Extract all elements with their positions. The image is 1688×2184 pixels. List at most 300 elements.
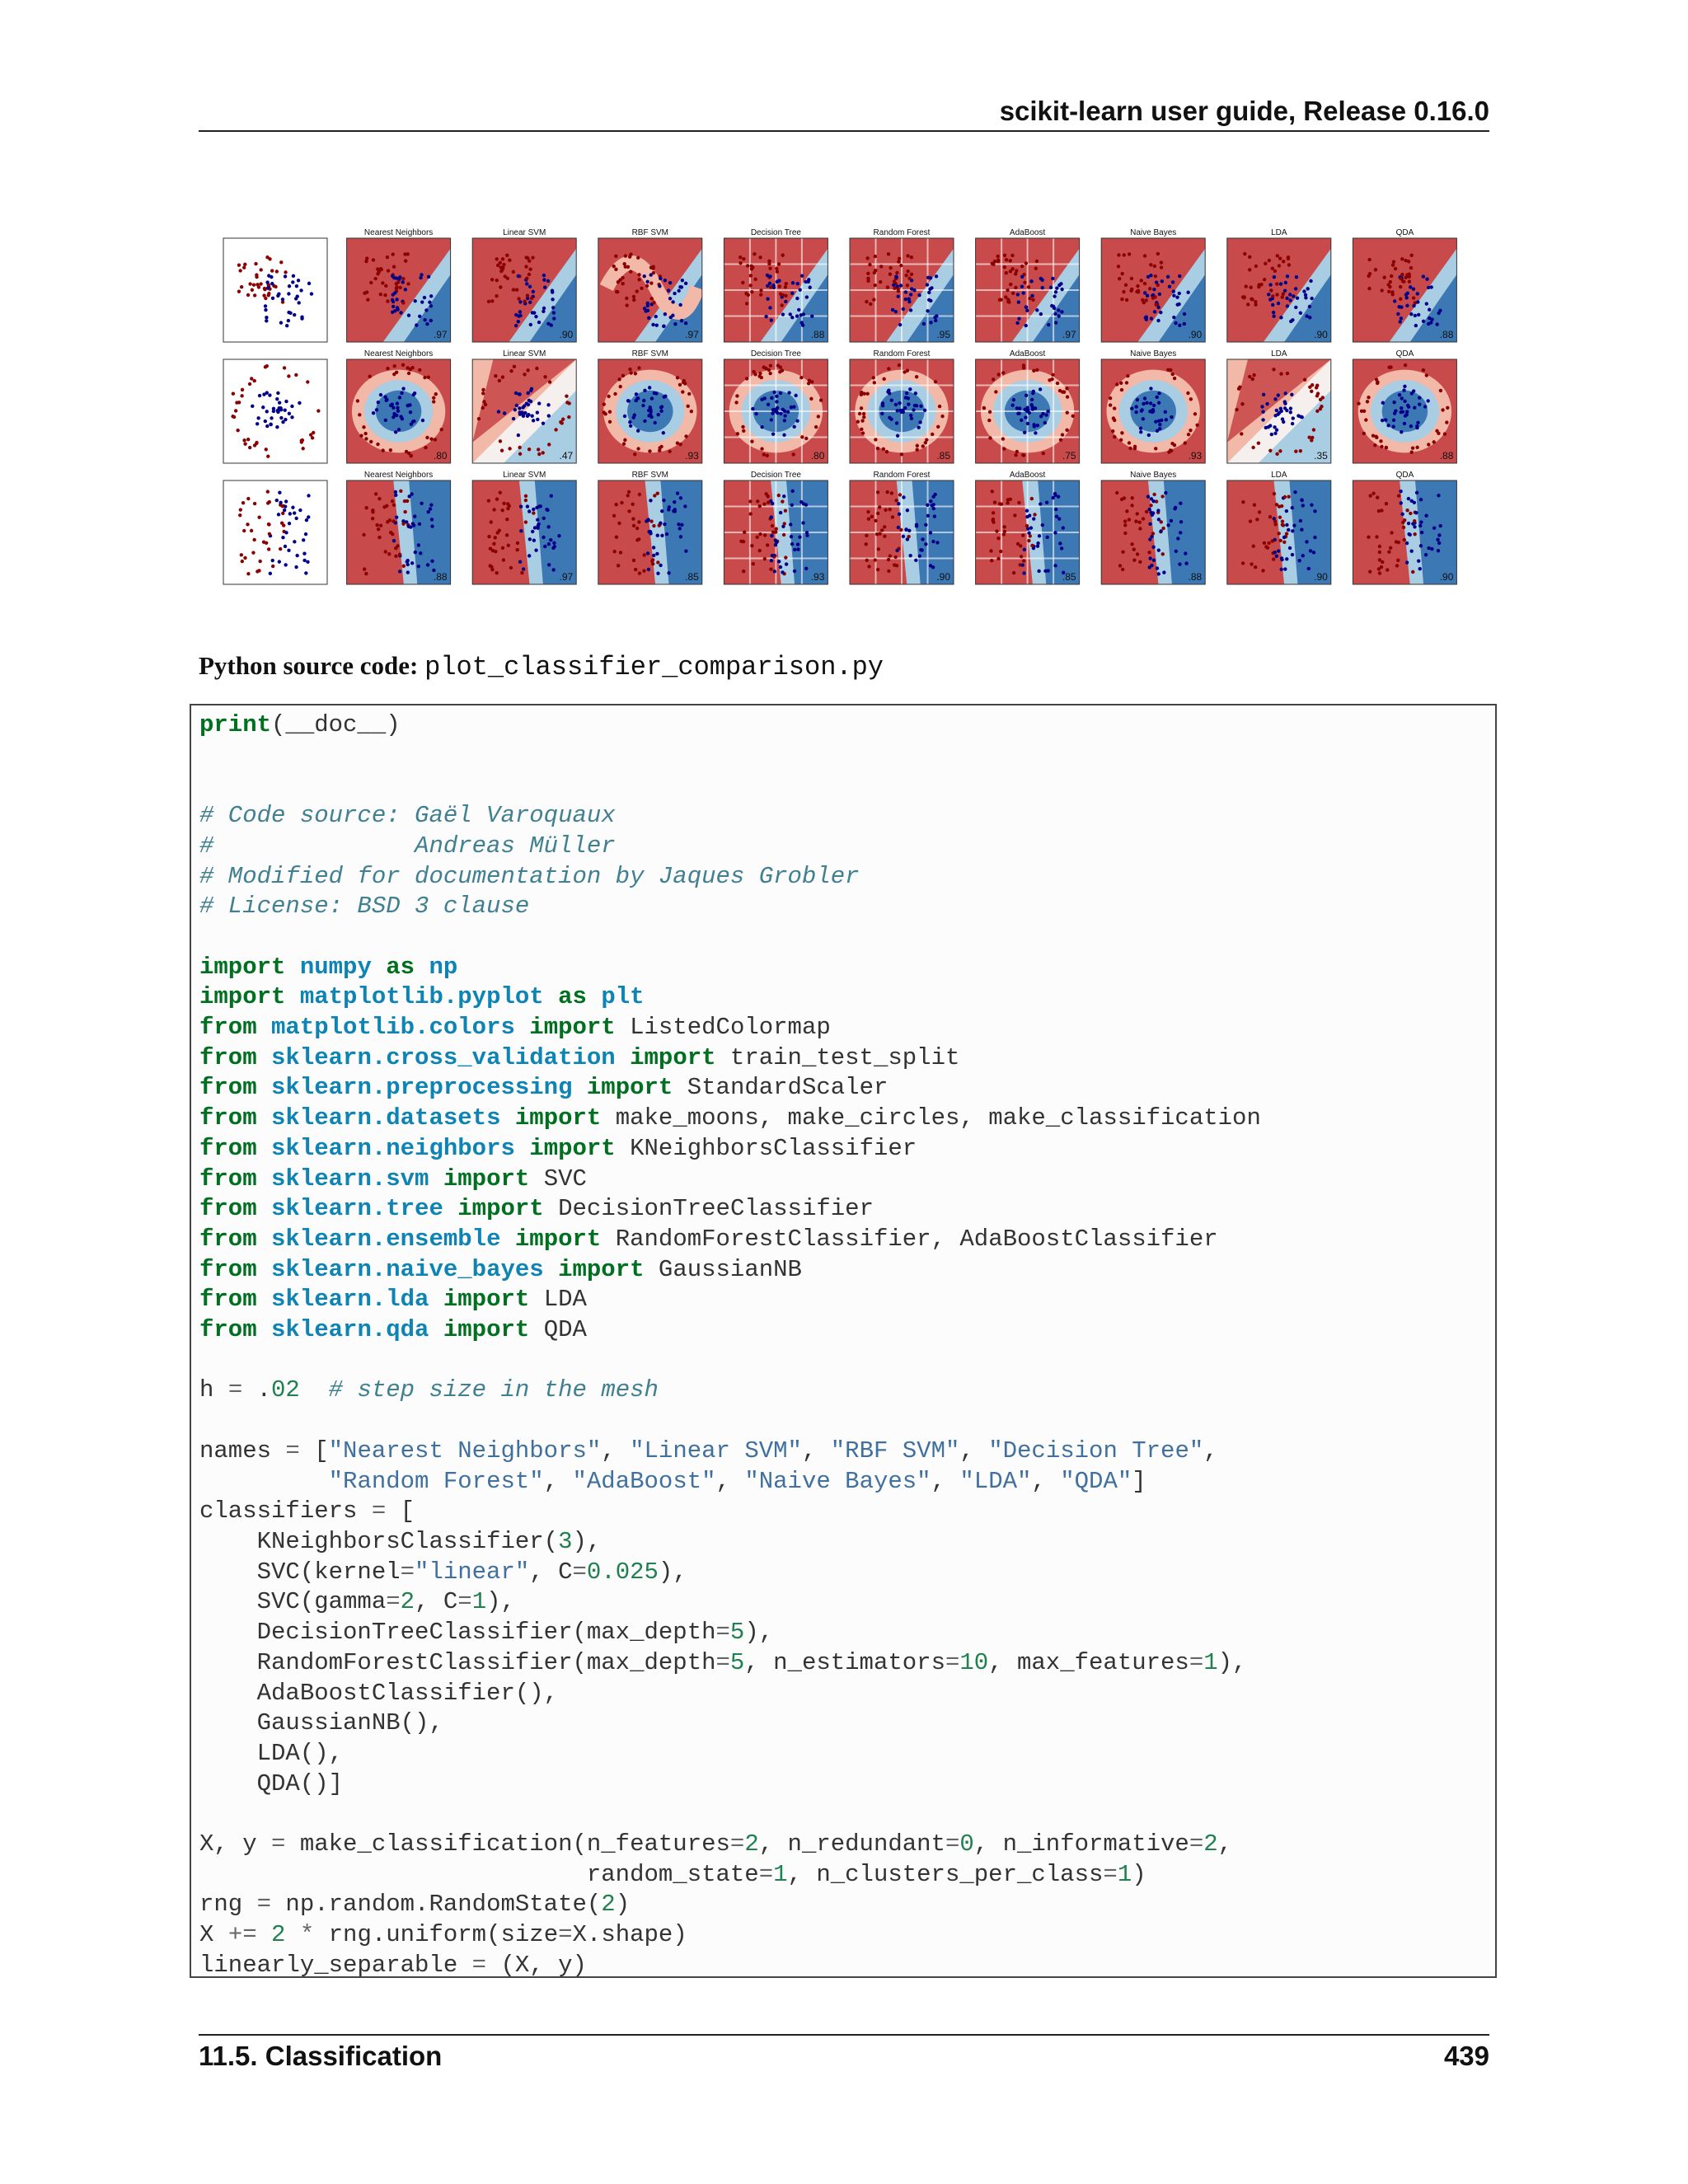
data-point [781,253,784,256]
data-point [1130,407,1133,410]
data-point [873,381,876,384]
data-point [393,291,396,294]
data-point [429,319,433,322]
data-point [518,310,522,313]
data-point [629,269,632,273]
data-point [771,411,774,415]
data-point [363,567,366,570]
data-point [982,406,986,410]
panel-title: LDA [1271,471,1287,480]
data-point [796,547,799,551]
data-point [1404,363,1407,367]
data-point [1278,539,1282,542]
data-point [1148,287,1151,290]
data-point [890,491,893,494]
data-point [890,398,893,401]
accuracy-score: .88 [810,329,825,340]
data-point [1432,527,1436,530]
accuracy-score: .85 [936,450,950,462]
data-point [992,518,995,521]
data-point [262,541,265,544]
data-point [1272,315,1275,318]
data-point [1377,567,1381,570]
data-point [1375,377,1378,381]
data-point [758,504,762,508]
data-point [658,449,661,452]
data-point [1248,255,1251,259]
data-point [1418,396,1421,399]
data-point [1378,551,1381,554]
data-point [369,281,373,284]
data-point [1285,509,1288,513]
data-point [518,452,522,456]
data-point [1031,298,1034,302]
data-point [401,301,405,304]
data-point [264,304,267,307]
data-point [680,523,683,527]
data-point [1123,523,1127,527]
accuracy-score: .90 [559,329,574,340]
data-point [394,555,397,558]
accuracy-score: .95 [936,329,950,340]
data-point [392,504,396,507]
data-point [420,502,423,505]
data-point [1278,257,1282,260]
data-point [1143,291,1146,294]
code-line: h = .02 # step size in the mesh [199,1376,659,1404]
data-point [1386,568,1389,571]
data-point [298,401,301,405]
data-point [649,499,652,502]
data-point [770,318,773,321]
data-point [1186,291,1189,294]
code-line: from matplotlib.colors import ListedColormap [199,1014,831,1042]
data-point [783,414,786,417]
data-point [1153,265,1156,268]
data-point [523,411,527,415]
accuracy-score: .90 [936,571,950,583]
data-point [608,410,612,414]
data-point [1362,432,1366,435]
data-point [678,527,682,530]
data-point [665,532,668,536]
data-point [649,532,652,535]
accuracy-score: .93 [1188,450,1203,462]
data-point [1145,401,1148,405]
data-point [781,499,784,503]
data-point [1254,565,1257,569]
data-point [482,400,485,403]
data-point [1289,410,1292,414]
data-point [1123,532,1127,535]
data-point [304,532,307,536]
data-point [288,412,291,415]
data-point [1009,498,1012,501]
data-point [783,522,786,525]
data-point [866,279,870,283]
data-point [279,547,282,551]
data-point [766,454,769,457]
data-point [1009,283,1012,286]
data-point [546,279,550,283]
data-point [1300,415,1303,419]
data-point [1282,541,1286,544]
data-point [784,285,787,288]
data-point [1283,391,1287,395]
data-point [434,438,437,441]
data-point [373,277,377,280]
data-point [502,263,505,266]
data-point [1059,438,1062,441]
data-point [862,415,865,419]
data-point [800,435,804,438]
data-point [1140,408,1143,411]
data-point [771,554,774,557]
code-line: from sklearn.ensemble import RandomForestClassifier, AdaBoostClassifier [199,1225,1218,1253]
data-point [526,368,529,372]
data-point [302,559,306,562]
data-point [254,262,257,265]
code-line: LDA(), [199,1739,344,1767]
data-point [427,376,430,379]
data-point [1297,559,1301,562]
data-point [651,266,654,269]
data-point [547,563,551,566]
data-point [1179,502,1182,505]
data-point [1273,432,1277,435]
data-point [1437,549,1440,552]
data-point [910,255,913,259]
classifier-panel [724,349,828,463]
data-point [1030,544,1034,547]
data-point [257,285,260,288]
data-point [1115,382,1118,386]
data-point [646,551,649,555]
panel-title: Random Forest [873,471,931,480]
data-point [1288,546,1292,550]
data-point [926,283,929,286]
data-point [518,406,521,410]
data-point [1366,400,1369,403]
data-point [768,282,771,285]
data-point [524,255,528,259]
input-dataset-panel [223,480,327,584]
data-point [1273,397,1277,401]
classifier-panel [1227,228,1331,342]
data-point [396,544,399,547]
data-point [429,294,433,298]
data-point [423,296,426,299]
data-point [1248,268,1251,271]
data-point [288,312,292,315]
data-point [683,504,687,508]
data-point [1053,494,1057,497]
data-point [1164,410,1167,414]
data-point [1283,400,1287,403]
data-point [1389,546,1392,550]
data-point [494,374,497,377]
data-point [1021,563,1025,566]
data-point [766,543,769,546]
data-point [1130,288,1133,291]
data-point [1184,561,1188,565]
data-point [255,441,258,444]
data-point [663,523,666,526]
data-point [1272,311,1275,314]
code-line: AdaBoostClassifier(), [199,1679,559,1707]
data-point [312,431,315,434]
data-point [929,531,932,534]
data-point [384,550,387,553]
data-point [1263,541,1266,545]
data-point [267,523,270,526]
data-point [1292,294,1295,298]
data-point [1176,537,1179,540]
data-point [1039,415,1043,418]
data-point [877,547,880,551]
data-point [643,274,646,278]
data-point [652,546,655,549]
data-point [881,401,884,405]
data-point [930,286,933,289]
data-point [781,312,785,316]
data-point [1414,324,1418,327]
data-point [626,265,630,269]
data-point [1152,493,1156,496]
data-point [902,535,905,538]
data-point [277,513,280,516]
data-point [894,310,898,313]
data-point [889,554,892,557]
data-point [304,571,307,574]
data-point [742,257,745,260]
data-point [1276,254,1279,257]
data-point [623,415,626,418]
data-point [626,494,630,497]
data-point [1151,532,1155,535]
data-point [741,281,744,284]
data-point [1156,306,1160,309]
data-point [1030,398,1034,401]
data-point [874,255,877,258]
data-point [654,315,658,318]
data-point [1051,373,1054,377]
data-point [1248,375,1251,378]
data-point [876,490,879,494]
data-point [295,554,298,557]
data-point [908,554,912,557]
data-point [1152,288,1156,291]
classifier-panel [347,228,451,342]
data-point [783,419,786,422]
accuracy-score: .75 [1062,450,1076,462]
data-point [638,571,641,574]
data-point [790,542,794,546]
data-point [560,421,564,424]
data-point [524,265,528,268]
data-point [1278,449,1282,452]
data-point [886,390,889,393]
data-point [1158,293,1161,296]
data-point [650,297,654,300]
data-point [933,514,936,518]
data-point [295,284,298,288]
classifier-panel [1101,228,1205,342]
data-point [1304,296,1307,299]
data-point [1151,499,1155,503]
data-point [421,419,424,422]
data-point [268,393,271,396]
data-point [885,490,889,494]
data-point [1156,509,1160,512]
data-point [633,413,636,416]
code-line: rng = np.random.RandomState(2) [199,1891,631,1919]
data-point [896,434,899,438]
data-point [1015,406,1019,410]
data-point [1039,387,1042,391]
data-point [394,430,397,434]
data-point [736,432,739,435]
data-point [649,410,653,413]
data-point [1415,426,1418,429]
data-point [1128,518,1131,521]
data-point [500,448,504,452]
data-point [241,501,245,504]
data-point [499,285,502,288]
data-point [1027,532,1030,535]
data-point [656,534,659,537]
data-point [517,320,520,323]
data-point [297,279,300,282]
data-point [1399,277,1402,280]
data-point [301,447,304,450]
data-point [365,256,368,260]
data-point [1427,443,1430,446]
data-point [1154,274,1157,278]
data-point [542,310,545,313]
data-point [776,270,779,274]
data-point [1113,406,1116,410]
data-point [1407,497,1410,500]
data-point [1308,305,1311,308]
data-point [621,374,625,377]
data-point [918,420,921,424]
data-point [291,280,294,284]
data-point [1287,263,1291,266]
data-point [870,515,874,518]
panel-title: Random Forest [873,228,931,237]
classifier-panel [976,228,1080,342]
data-point [514,313,518,316]
data-point [758,532,762,536]
classifier-panel [724,228,828,342]
data-point [500,268,504,271]
data-point [1402,526,1405,529]
source-filename[interactable]: plot_classifier_comparison.py [424,652,884,682]
data-point [1055,515,1058,518]
footer-section: 11.5. Classification [199,2041,443,2071]
data-point [1028,297,1031,300]
data-point [391,499,394,503]
data-point [528,537,532,541]
data-point [779,365,782,368]
data-point [1031,407,1034,410]
data-point [882,377,885,381]
code-line: # Modified for documentation by Jaques Grobler [199,862,860,890]
data-point [668,297,672,300]
data-point [1407,405,1410,408]
data-point [1278,516,1282,519]
data-point [633,452,636,456]
data-point [882,448,885,451]
data-point [1137,289,1140,293]
data-point [749,274,753,277]
panel-title: QDA [1395,349,1414,359]
data-point [789,312,792,316]
data-point [506,507,509,510]
data-point [1373,443,1376,447]
data-point [743,531,746,534]
data-point [927,298,931,302]
data-point [775,395,778,398]
data-point [426,510,429,513]
data-point [779,293,782,296]
data-point [735,394,738,397]
data-point [1160,419,1163,422]
data-point [1378,545,1381,548]
data-point [1275,282,1278,285]
data-point [659,410,663,413]
data-point [636,447,640,450]
data-point [1156,566,1159,569]
data-point [1245,284,1248,288]
data-point [895,421,898,424]
data-point [635,527,639,530]
panel-title: Decision Tree [750,471,801,480]
data-point [1271,303,1274,307]
panel-title: Naive Bayes [1130,228,1177,237]
data-point [567,415,570,419]
data-point [296,294,299,298]
data-point [1273,269,1277,273]
data-point [1412,389,1415,392]
data-point [779,391,782,395]
data-point [237,263,241,266]
data-point [934,380,937,383]
data-point [1003,254,1006,257]
data-point [1259,283,1263,286]
data-point [432,400,435,403]
data-point [551,289,554,293]
data-point [242,438,246,442]
data-point [1010,254,1014,257]
data-point [631,517,635,520]
data-point [399,490,402,493]
data-point [246,572,250,575]
data-point [865,256,869,260]
data-point [1390,274,1393,278]
data-point [252,538,256,541]
code-line: print(__doc__) [199,711,401,738]
data-point [1307,567,1311,570]
data-point [542,274,546,277]
data-point [1268,449,1272,452]
data-point [1263,278,1266,281]
data-point [768,266,771,269]
data-point [262,293,265,297]
data-point [1006,288,1009,292]
data-point [536,518,539,521]
